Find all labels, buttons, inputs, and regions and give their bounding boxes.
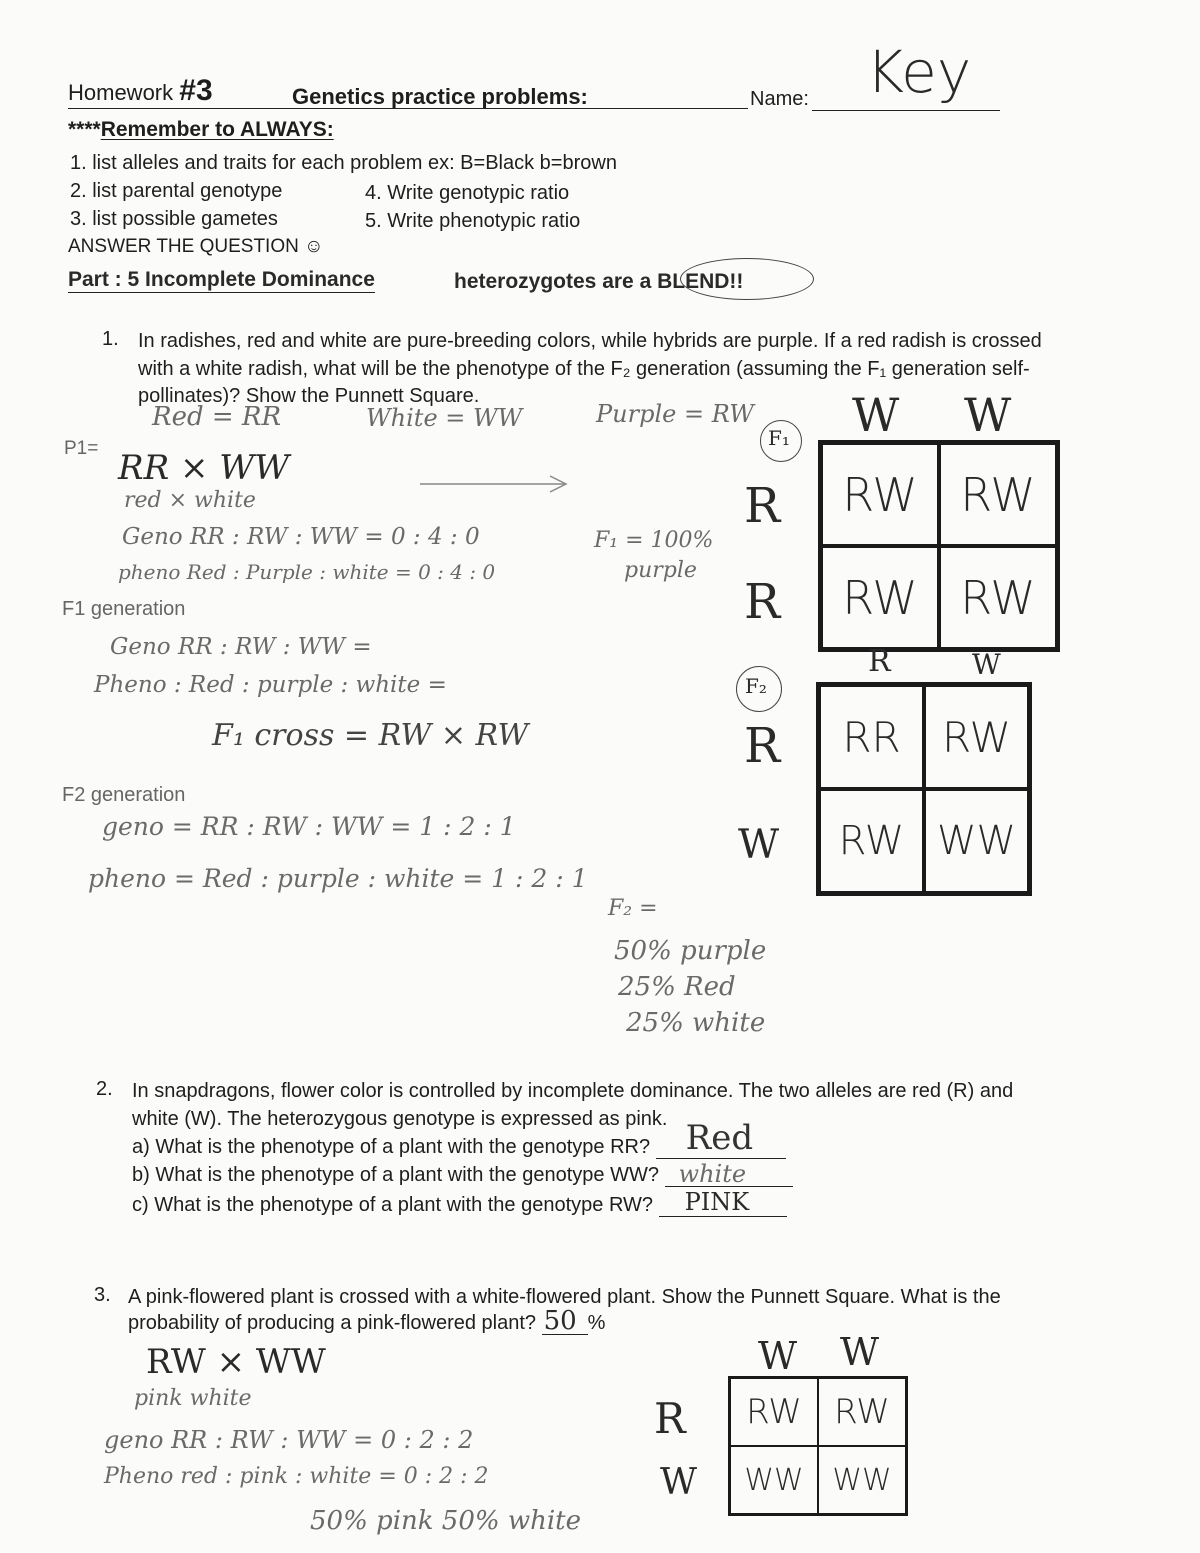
q1-f2-label: F2 generation [62, 784, 186, 806]
page-title [68, 74, 213, 108]
punnett-cell: RW [818, 1378, 906, 1446]
punnett-cell: RW [924, 685, 1029, 789]
q3-sq-row-2: W [660, 1462, 698, 1503]
reminder-item-3: 3. list possible gametes [70, 208, 278, 230]
q2-c-question: c) What is the phenotype of a plant with the genotype RW? [132, 1194, 654, 1216]
q1-sq2-row-2: W [738, 822, 780, 868]
q1-f1-result1: F₁ = 100% [594, 528, 714, 553]
q2-b-question: b) What is the phenotype of a plant with the genotype WW? [132, 1164, 659, 1186]
f1-circle-label: F₁ [768, 426, 790, 450]
q1-f2-sum1: F₂ = [608, 896, 658, 921]
reminder-item-1: 1. list alleles and traits for each problem ex: B=Black b=brown [70, 152, 617, 174]
punnett-cell: RW [821, 443, 939, 546]
q2-b [132, 1160, 793, 1188]
q3-question: probability of producing a pink-flowered plant? [128, 1312, 537, 1334]
punnett-cell: RW [939, 443, 1057, 546]
q3-sq-col-2: W [840, 1330, 880, 1374]
q1-f1-cross: F₁ cross = RW × RW [212, 718, 529, 753]
q1-sq2-col-2: W [972, 648, 1001, 681]
q1-red-key: Red = RR [152, 402, 282, 432]
q2-number: 2. [96, 1078, 113, 1100]
q3-line2 [128, 1306, 606, 1336]
q3-sq-col-1: W [758, 1334, 798, 1378]
q3-answer: 50 [543, 1306, 577, 1336]
reminder-stars: **** [68, 118, 101, 141]
q1-purple-key: Purple = RW [596, 400, 754, 428]
q2-a-answer: Red [685, 1118, 754, 1158]
subtitle: Genetics practice problems: [292, 84, 588, 109]
q2-c [132, 1188, 787, 1217]
q1-f2-pheno: pheno = Red : purple : white = 1 : 2 : 1 [88, 864, 588, 893]
q1-line3: pollinates)? Show the Punnett Square. [138, 385, 480, 407]
punnett-square-q3 [728, 1376, 908, 1516]
punnett-cell: WW [818, 1446, 906, 1514]
punnett-cell: RR [819, 685, 924, 789]
q1-sq1-row-2: R [744, 574, 781, 630]
q3-pheno: Pheno red : pink : white = 0 : 2 : 2 [104, 1464, 489, 1489]
q3-percent: % [587, 1312, 606, 1334]
punnett-cell: WW [924, 789, 1029, 893]
part-heading: Part : 5 Incomplete Dominance [68, 268, 375, 291]
f2-circle-label: F₂ [745, 674, 767, 698]
q2-b-answer-line[interactable] [665, 1160, 793, 1188]
q1-p1-label: P1= [64, 438, 99, 459]
reminder-item-2: 2. list parental genotype [70, 180, 283, 202]
punnett-square-f2 [816, 682, 1032, 896]
q2-c-answer: PINK [684, 1188, 750, 1216]
punnett-cell: WW [730, 1446, 818, 1514]
q1-white-key: White = WW [366, 404, 523, 432]
q1-p-geno: Geno RR : RW : WW = 0 : 4 : 0 [122, 524, 480, 550]
homework-label: Homework [68, 80, 174, 105]
reminder-item-4: 4. Write genotypic ratio [365, 182, 570, 204]
q1-f2-sum3: 25% Red [618, 972, 736, 1002]
q1-sq1-col-1: W [852, 388, 900, 442]
reminder-heading: Remember to ALWAYS: [100, 118, 334, 141]
q3-line1: A pink-flowered plant is crossed with a white-flowered plant. Show the Punnett Square. What is the [128, 1286, 1001, 1308]
q1-f2-sum4: 25% white [626, 1008, 766, 1038]
q2-b-answer: white [678, 1160, 747, 1188]
q2-line2: white (W). The heterozygous genotype is expressed as pink. [132, 1108, 668, 1130]
q3-cross: RW × WW [146, 1342, 326, 1382]
q1-f1-geno: Geno RR : RW : WW = [110, 634, 372, 660]
q3-answer-line[interactable] [542, 1306, 588, 1336]
q3-sq-row-1: R [654, 1394, 686, 1443]
reminder-title [68, 118, 334, 142]
q1-cross-pheno: red × white [124, 488, 256, 513]
q1-cross: RR × WW [118, 448, 290, 488]
q2-line1: In snapdragons, flower color is controlled by incomplete dominance. The two alleles are red (R) and [132, 1080, 1014, 1102]
q1-f1-label: F1 generation [62, 598, 186, 620]
punnett-square-f1 [818, 440, 1060, 652]
q1-line2: with a white radish, what will be the phenotype of the F₂ generation (assuming the F₁ generation self- [138, 358, 1030, 380]
q2-a-question: a) What is the phenotype of a plant with the genotype RR? [132, 1136, 651, 1158]
q3-cross-pheno: pink white [134, 1386, 252, 1411]
name-value: Key [866, 38, 972, 106]
q3-number: 3. [94, 1284, 111, 1306]
homework-number: #3 [179, 74, 213, 107]
q1-f1-result2: purple [624, 558, 697, 583]
blend-circle [680, 258, 814, 300]
q2-c-answer-line[interactable] [659, 1188, 787, 1217]
reminder-item-5: 5. Write phenotypic ratio [365, 210, 581, 232]
punnett-cell: RW [939, 546, 1057, 649]
arrow-icon [420, 474, 570, 494]
q3-geno: geno RR : RW : WW = 0 : 2 : 2 [104, 1426, 474, 1454]
q1-sq1-col-2: W [964, 388, 1012, 442]
q1-p-pheno: pheno Red : Purple : white = 0 : 4 : 0 [118, 560, 496, 584]
q1-f2-geno: geno = RR : RW : WW = 1 : 2 : 1 [102, 812, 516, 841]
punnett-cell: RW [819, 789, 924, 893]
answer-the-question: ANSWER THE QUESTION ☺ [68, 236, 324, 257]
q1-line1: In radishes, red and white are pure-breeding colors, while hybrids are purple. If a red radish is crossed [138, 330, 1042, 352]
q3-summary: 50% pink 50% white [310, 1506, 581, 1536]
q1-f1-pheno: Pheno : Red : purple : white = [94, 672, 447, 698]
punnett-cell: RW [821, 546, 939, 649]
q2-a-answer-line[interactable] [656, 1118, 786, 1159]
q1-f2-sum2: 50% purple [614, 936, 767, 966]
name-label: Name: [750, 88, 809, 110]
q1-sq2-row-1: R [744, 718, 781, 774]
name-line [812, 110, 1000, 111]
punnett-cell: RW [730, 1378, 818, 1446]
title-underline [68, 108, 748, 109]
q1-sq2-col-1: R [868, 644, 891, 679]
part-note: heterozygotes are a BLEND!! [454, 270, 744, 293]
q1-number: 1. [102, 328, 119, 350]
q1-arrow [420, 474, 570, 494]
q1-sq1-row-1: R [744, 478, 781, 534]
